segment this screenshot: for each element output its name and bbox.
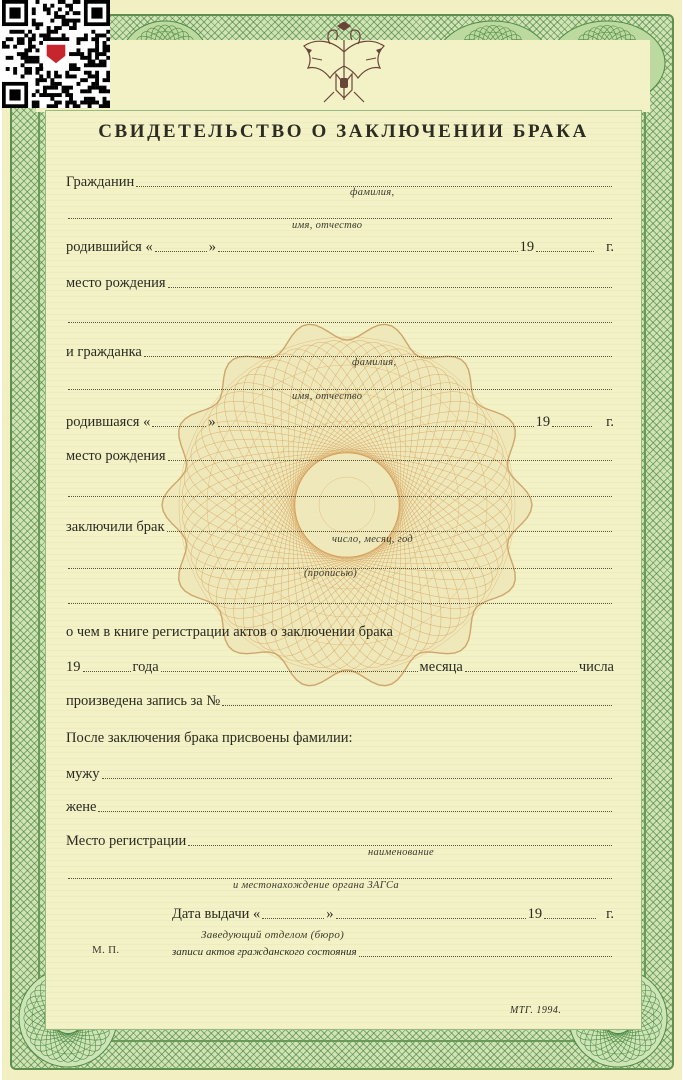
bride-birthdate-row (66, 410, 614, 430)
groom-birthplace-label: место рождения (66, 275, 166, 291)
record-year-label: года (132, 659, 159, 675)
groom-birthplace-row-2 (66, 306, 614, 326)
groom-birth-month-field[interactable] (218, 238, 518, 252)
record-number-label: произведена запись за № (66, 693, 221, 709)
record-day-label: числа (578, 659, 614, 675)
groom-surname-hint: фамилия, (350, 187, 395, 198)
groom-surname-row (66, 170, 614, 190)
husband-surname-row (66, 762, 614, 782)
surnames-heading-row (66, 726, 614, 746)
record-year-prefix: 19 (66, 659, 81, 675)
bride-name-hint: имя, отчество (292, 391, 363, 402)
issue-date-label: Дата выдачи « (172, 906, 261, 922)
record-month-field[interactable] (161, 658, 418, 672)
groom-born-quote: » (208, 239, 216, 255)
groom-name-hint: имя, отчество (292, 220, 363, 231)
bride-birthplace-field[interactable] (168, 447, 612, 461)
registration-field[interactable] (188, 832, 612, 846)
marriage-date-hint: число, месяц, год (332, 534, 414, 545)
registration-label: Место регистрации (66, 833, 187, 849)
issue-year-suffix: г. (606, 906, 614, 922)
double-headed-eagle-icon (294, 22, 394, 108)
wife-label: жене (66, 799, 97, 815)
bride-surname-row (66, 340, 614, 360)
record-number-row (66, 689, 614, 709)
registration-location-hint: и местонахождение органа ЗАГСа (233, 880, 399, 891)
bride-birthplace-field-2[interactable] (68, 483, 612, 497)
groom-born-year-suffix: г. (606, 239, 614, 255)
bride-birth-year-field[interactable] (552, 413, 592, 427)
marriage-words-hint: (прописью) (304, 568, 358, 579)
groom-birthplace-field-2[interactable] (68, 309, 612, 323)
groom-birthplace-field[interactable] (168, 274, 612, 288)
book-text-row (66, 620, 614, 640)
issue-date-row (172, 902, 614, 922)
registration-name-hint: наименование (368, 847, 434, 858)
bride-born-label: родившаяся « (66, 414, 151, 430)
groom-name-field[interactable] (68, 205, 612, 219)
bride-surname-hint: фамилия, (352, 357, 397, 368)
record-year-field[interactable] (83, 658, 131, 672)
record-number-field[interactable] (222, 692, 612, 706)
issue-month-field[interactable] (336, 905, 526, 919)
marriage-date-row (66, 515, 614, 535)
record-day-field[interactable] (465, 658, 577, 672)
groom-born-label: родившийся « (66, 239, 153, 255)
bride-birthplace-row (66, 444, 614, 464)
book-text: о чем в книге регистрации актов о заключении брака (66, 624, 393, 640)
bride-birth-day-field[interactable] (152, 413, 206, 427)
bride-born-quote: » (208, 414, 216, 430)
marriage-words-row (66, 587, 614, 607)
surnames-heading: После заключения брака присвоены фамилии: (66, 730, 353, 746)
groom-birthdate-row (66, 235, 614, 255)
issue-day-field[interactable] (262, 905, 324, 919)
marriage-date-field[interactable] (167, 518, 612, 532)
marriage-label: заключили брак (66, 519, 165, 535)
marriage-date-field-2[interactable] (68, 555, 612, 569)
groom-surname-field[interactable] (136, 173, 612, 187)
bride-birthplace-row-2 (66, 480, 614, 500)
record-month-label: месяца (419, 659, 463, 675)
bride-label: и гражданка (66, 344, 142, 360)
groom-birth-year-field[interactable] (536, 238, 594, 252)
guilloche-rosette-icon (152, 310, 542, 700)
husband-surname-field[interactable] (102, 765, 612, 779)
groom-birthplace-row (66, 271, 614, 291)
groom-name-row (66, 202, 614, 222)
husband-label: мужу (66, 766, 100, 782)
bride-name-row (66, 373, 614, 393)
bride-born-year-suffix: г. (606, 414, 614, 430)
marriage-words-field[interactable] (68, 590, 612, 604)
page-title: СВИДЕТЕЛЬСТВО О ЗАКЛЮЧЕНИИ БРАКА (98, 121, 589, 142)
bride-surname-field[interactable] (144, 343, 612, 357)
qr-code-icon (2, 0, 110, 108)
issue-year-prefix: 19 (527, 906, 543, 922)
groom-born-year-prefix: 19 (519, 239, 535, 255)
bride-name-field[interactable] (68, 376, 612, 390)
issue-date-quote: » (326, 906, 334, 922)
office-name: записи актов гражданского состояния (172, 946, 357, 958)
signature-field[interactable] (359, 943, 612, 957)
printer-imprint: МТГ. 1994. (510, 1005, 562, 1016)
registration-row-2 (66, 862, 614, 882)
bride-born-year-prefix: 19 (535, 414, 551, 430)
head-title: Заведующий отделом (бюро) (201, 929, 345, 941)
wife-surname-field[interactable] (98, 798, 612, 812)
bride-birth-month-field[interactable] (218, 413, 534, 427)
record-date-row (66, 655, 614, 675)
registration-field-2[interactable] (68, 865, 612, 879)
wife-surname-row (66, 795, 614, 815)
seal-label: М. П. (92, 944, 120, 956)
marriage-certificate (2, 0, 682, 1080)
issue-year-field[interactable] (544, 905, 596, 919)
signature-row (172, 940, 614, 960)
groom-birth-day-field[interactable] (155, 238, 207, 252)
registration-row (66, 829, 614, 849)
groom-label: Гражданин (66, 174, 135, 190)
bride-birthplace-label: место рождения (66, 448, 166, 464)
